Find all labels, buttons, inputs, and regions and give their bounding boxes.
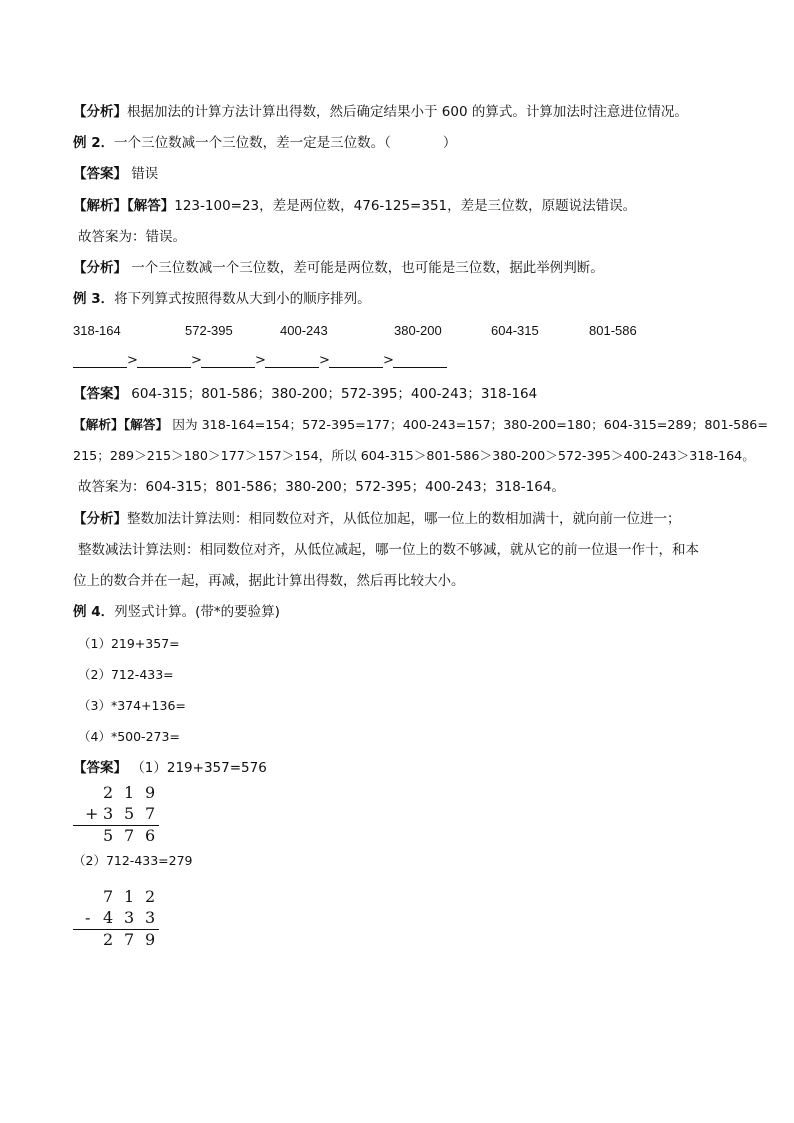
analysis-text: 根据加法的计算方法计算出得数，然后确定结果小于 600 的算式。计算加法时注意进位情况。 [127,104,688,120]
example-2-text: 一个三位数减一个三位数，差一定是三位数。（ [114,135,391,151]
example-4-item: （3）*374+136= [78,698,186,713]
greater-than-sign: > [383,353,394,368]
expression: 380-200 [394,323,442,338]
digit: 9 [145,930,156,949]
digit: 2 [145,887,156,906]
example-3-conclusion: 故答案为：604-315；801-586；380-200；572-395；400-243；318-164。 [78,479,565,495]
fill-blank[interactable] [329,353,383,368]
greater-than-sign: > [319,353,330,368]
answer-text: 604-315；801-586；380-200；572-395；400-243；318-164 [127,386,538,402]
explanation-tag: 【解析】【解答】 [73,198,175,214]
example-3-explanation-line-1 [73,415,768,435]
example-2-question [73,133,456,153]
vertical-subtraction [73,887,159,951]
analysis-tag: 【分析】 [73,104,127,120]
ordering-blanks [73,348,447,372]
expression: 604-315 [491,323,539,338]
analysis-tag: 【分析】 [73,511,127,527]
vertical-row-result [73,930,159,951]
digit: 3 [145,908,156,927]
digit: 2 [103,930,114,949]
digit: 3 [103,804,114,823]
answer-text: （1）219+357=576 [127,760,267,776]
explanation-text: 123-100=23，差是两位数，476-125=351，差是三位数，原题说法错误。 [174,198,637,214]
vertical-row-operand [73,908,159,929]
example-4-label: 例 4． [73,604,115,620]
example-3-analysis-line-2: 整数减法计算法则：相同数位对齐，从低位减起，哪一位上的数不够减，就从它的前一位退一作十，和本 [78,542,699,558]
example-4-item: （2）712-433= [78,667,174,682]
greater-than-sign: > [255,353,266,368]
greater-than-sign: > [191,353,202,368]
digit: 1 [124,887,135,906]
explanation-tag: 【解析】【解答】 [73,417,169,432]
expression: 400-243 [280,323,328,338]
answer-tag: 【答案】 [73,386,127,402]
example-2-label: 例 2． [73,135,115,151]
fill-blank[interactable] [201,353,255,368]
greater-than-sign: > [127,353,138,368]
digit: 7 [124,930,135,949]
vertical-addition [73,783,159,847]
analysis-text: 整数加法计算法则：相同数位对齐，从低位加起，哪一位上的数相加满十，就向前一位进一； [127,511,681,527]
vertical-row-top [73,783,159,804]
fill-blank[interactable] [393,353,447,368]
example-3-label: 例 3． [73,291,115,307]
example-4-answer [73,758,267,778]
analysis-tag: 【分析】 [73,260,127,276]
digit: 9 [145,783,156,802]
example-3-analysis-line-1 [73,509,681,529]
plus-sign: + [85,804,99,823]
example-3-question [73,289,371,309]
digit: 1 [124,783,135,802]
example-3-answer [73,384,537,404]
digit: 5 [103,826,114,845]
digit: 2 [103,783,114,802]
analysis-text: 一个三位数减一个三位数，差可能是两位数，也可能是三位数，据此举例判断。 [127,260,604,276]
example-3-explanation-line-2: 215；289＞215＞180＞177＞157＞154，所以 604-315＞801-586＞380-200＞572-395＞400-243＞318-164。 [73,448,755,463]
answer-tag: 【答案】 [73,760,127,776]
minus-sign: - [85,908,91,927]
example-3-text: 将下列算式按照得数从大到小的顺序排列。 [114,291,371,307]
example-4-item: （4）*500-273= [78,729,180,744]
example-4-item: （1）219+357= [78,636,180,651]
example-3-expressions [73,321,713,341]
analysis-paragraph [73,102,688,122]
digit: 7 [103,887,114,906]
digit: 7 [145,804,156,823]
example-4-text: 列竖式计算。(带*的要验算) [114,604,280,620]
example-2-analysis [73,258,604,278]
digit: 7 [124,826,135,845]
expression: 572-395 [185,323,233,338]
close-paren: ） [442,135,457,151]
digit: 3 [124,908,135,927]
example-2-explanation [73,196,636,216]
explanation-text: 因为 318-164=154；572-395=177；400-243=157；380-200=180；604-315=289；801-586= [168,417,768,432]
digit: 5 [124,804,135,823]
fill-blank[interactable] [137,353,191,368]
example-2-answer [73,164,158,184]
example-2-conclusion: 故答案为：错误。 [78,229,186,245]
digit: 4 [103,908,114,927]
fill-blank[interactable] [73,353,127,368]
answer-text: 错误 [127,166,159,182]
answer-tag: 【答案】 [73,166,127,182]
vertical-row-operand [73,804,159,825]
example-4-question [73,602,280,622]
vertical-row-top [73,887,159,908]
example-3-analysis-line-3: 位上的数合并在一起，再减，据此计算出得数，然后再比较大小。 [73,573,465,589]
vertical-row-result [73,826,159,847]
example-4-part-2: （2）712-433=279 [73,853,193,868]
expression: 318-164 [73,323,121,338]
fill-blank[interactable] [265,353,319,368]
expression: 801-586 [589,323,637,338]
digit: 6 [145,826,156,845]
